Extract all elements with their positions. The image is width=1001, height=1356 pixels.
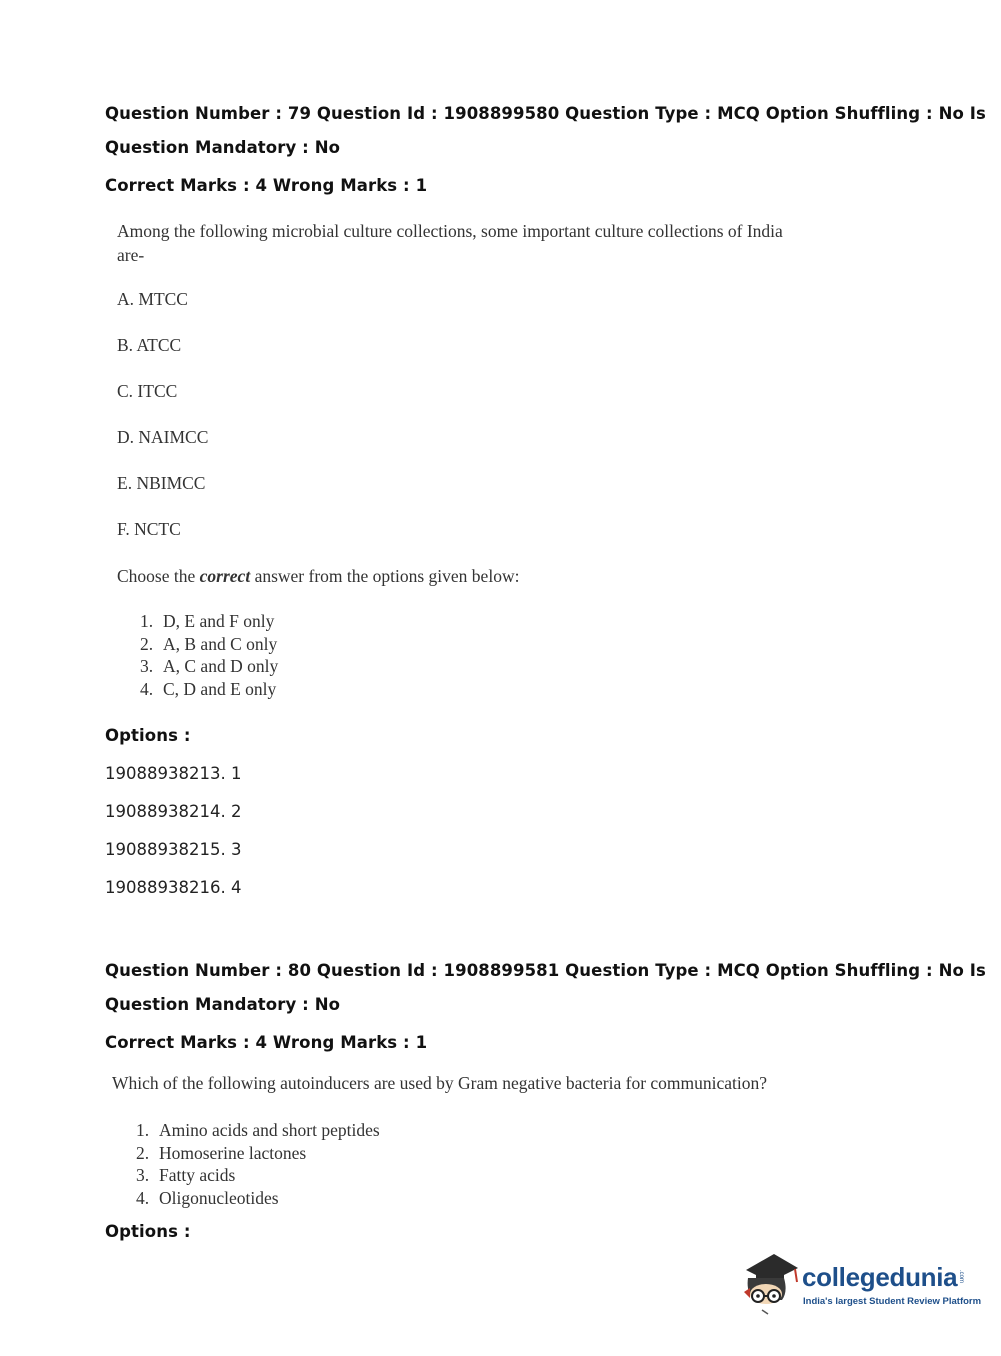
q80-options-label: Options :	[105, 1222, 191, 1241]
instruction-emphasis: correct	[199, 566, 251, 586]
logo-tagline: India's largest Student Review Platform	[803, 1296, 982, 1307]
q79-statement: D. NAIMCC	[117, 427, 209, 447]
q79-choice	[140, 656, 278, 679]
q80-choice-list	[136, 1120, 380, 1211]
choice-text: A, C and D only	[163, 656, 279, 677]
q80-marks: Correct Marks : 4 Wrong Marks : 1	[105, 1033, 428, 1052]
q79-options-label: Options :	[105, 726, 191, 745]
q80-choice	[136, 1165, 380, 1188]
q79-header-line1: Question Number : 79 Question Id : 1908899580 Question Type : MCQ Option Shuffling : No Is	[105, 104, 986, 123]
q79-option: 19088938213. 1	[105, 764, 242, 783]
q79-marks: Correct Marks : 4 Wrong Marks : 1	[105, 176, 428, 195]
choice-number: 3.	[136, 1165, 150, 1186]
q79-statement: E. NBIMCC	[117, 473, 206, 493]
q80-choice	[136, 1120, 380, 1143]
logo-wordmark: collegedunia	[802, 1262, 958, 1292]
instruction-prefix: Choose the	[117, 566, 200, 586]
q80-header-line2: Question Mandatory : No	[105, 995, 341, 1014]
q79-statement: F. NCTC	[117, 519, 181, 539]
q80-stem: Which of the following autoinducers are used by Gram negative bacteria for communication?	[112, 1073, 768, 1093]
q80-header-line1: Question Number : 80 Question Id : 1908899581 Question Type : MCQ Option Shuffling : No Is	[105, 961, 986, 980]
q79-statement: C. ITCC	[117, 381, 178, 401]
choice-number: 2.	[140, 633, 154, 654]
q79-statement: B. ATCC	[117, 335, 182, 355]
choice-text: C, D and E only	[163, 679, 277, 700]
q79-instruction	[117, 566, 519, 587]
choice-number: 4.	[136, 1188, 150, 1209]
q79-header-line2: Question Mandatory : No	[105, 138, 341, 157]
choice-text: Amino acids and short peptides	[159, 1120, 380, 1140]
q79-stem-line2: are-	[117, 245, 145, 265]
choice-text: D, E and F only	[163, 611, 275, 631]
q79-choice	[140, 634, 278, 657]
q80-choice	[136, 1188, 380, 1211]
choice-number: 1.	[140, 611, 154, 631]
collegedunia-logo[interactable]	[740, 1248, 982, 1318]
q79-choice	[140, 679, 278, 702]
q80-choice	[136, 1143, 380, 1166]
choice-text: A, B and C only	[163, 633, 278, 654]
q79-stem	[117, 219, 783, 267]
choice-number: 3.	[140, 656, 154, 677]
choice-text: Oligonucleotides	[159, 1188, 279, 1209]
choice-number: 2.	[136, 1142, 150, 1163]
choice-text: Homoserine lactones	[159, 1142, 307, 1163]
student-mascot-icon	[740, 1248, 802, 1318]
choice-number: 1.	[136, 1120, 150, 1140]
choice-number: 4.	[140, 679, 154, 700]
choice-text: Fatty acids	[159, 1165, 236, 1186]
q79-option: 19088938214. 2	[105, 802, 242, 821]
q79-option: 19088938216. 4	[105, 878, 242, 897]
q79-choice	[140, 611, 278, 634]
logo-domain-suffix: .com	[958, 1270, 964, 1284]
q79-stem-line1: Among the following microbial culture collections, some important culture collections of India	[117, 221, 783, 241]
q79-choice-list	[140, 611, 278, 702]
q79-statement: A. MTCC	[117, 289, 188, 309]
instruction-suffix: answer from the options given below:	[250, 566, 520, 586]
q79-option: 19088938215. 3	[105, 840, 242, 859]
